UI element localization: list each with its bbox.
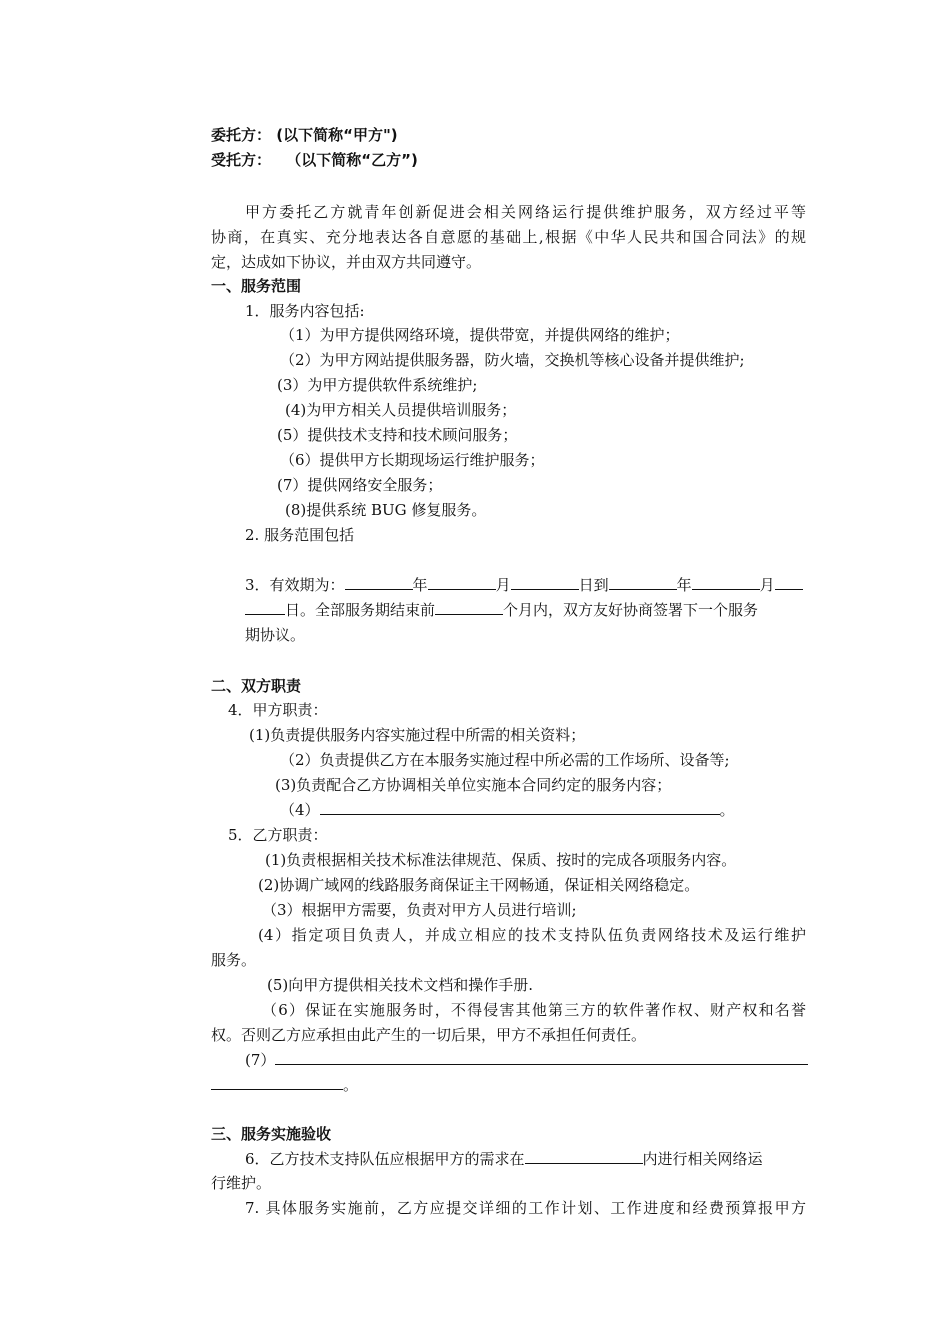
service-content-title: 1．服务内容包括: — [245, 302, 365, 320]
year-label: 年 — [676, 576, 692, 594]
blank-field — [245, 599, 285, 615]
party-b-item-7-end: 。 — [343, 1076, 359, 1094]
party-b-item: (2)协调广域网的线路服务商保证主干网畅通，保证相关网络稳定。 — [258, 876, 700, 894]
blank-field — [211, 1074, 343, 1090]
blank-field — [345, 574, 413, 590]
service-item: （6）提供甲方长期现场运行维护服务； — [280, 451, 545, 469]
party-b-item-7-cont — [211, 1073, 358, 1098]
item6-b: 内进行相关网络运 — [642, 1150, 763, 1168]
service-item: (3）为甲方提供软件系统维护; — [277, 376, 478, 394]
service-item: (4)为甲方相关人员提供培训服务； — [285, 401, 517, 419]
day-to-label: 日到 — [578, 576, 609, 594]
service-item: (8)提供系统 BUG 修复服务。 — [285, 501, 487, 519]
client-note: (以下简称“甲方") — [276, 126, 398, 144]
blank-field — [320, 799, 720, 815]
party-a-title: 4．甲方职责： — [228, 701, 328, 719]
party-b-item: (4）指定项目负责人，并成立相应的技术支持队伍负责网络技术及运行维护 — [258, 926, 806, 944]
blank-field — [275, 1049, 808, 1065]
party-a-item: (3)负责配合乙方协调相关单位实施本合同约定的服务内容； — [275, 776, 672, 794]
contractor-label: 受托方： — [211, 151, 272, 169]
item6-line-2: 行维护。 — [211, 1174, 272, 1192]
client-label: 委托方： — [211, 126, 272, 144]
day-end-label: 日。全部服务期结束前 — [285, 601, 436, 619]
item6-a: 6．乙方技术支持队伍应根据甲方的需求在 — [245, 1150, 525, 1168]
validity-line-3: 期协议。 — [245, 626, 306, 644]
intro-line-3: 定，达成如下协议，并由双方共同遵守。 — [211, 253, 482, 271]
month-label: 月 — [759, 576, 775, 594]
blank-field — [525, 1148, 643, 1164]
party-b-item-cont: 服务。 — [211, 951, 257, 969]
party-a-item-4 — [280, 798, 735, 823]
intro-line-2: 协商，在真实、充分地表达各自意愿的基础上,根据《中华人民共和国合同法》的规 — [211, 228, 806, 246]
blank-field — [428, 574, 496, 590]
party-b-item: (1)负责根据相关技术标准法律规范、保质、按时的完成各项服务内容。 — [265, 851, 737, 869]
party-b-item-cont: 权。否则乙方应承担由此产生的一切后果，甲方不承担任何责任。 — [211, 1026, 647, 1044]
month-label: 月 — [495, 576, 511, 594]
party-b-item-7-label: (7） — [245, 1051, 276, 1069]
party-b-title: 5．乙方职责： — [228, 826, 328, 844]
section1-heading: 一、服务范围 — [211, 277, 302, 295]
party-a-item: (1)负责提供服务内容实施过程中所需的相关资料； — [249, 726, 586, 744]
intro-line-1: 甲方委托乙方就青年创新促进会相关网络运行提供维护服务，双方经过平等 — [245, 203, 806, 221]
party-a-item: （2）负责提供乙方在本服务实施过程中所必需的工作场所、设备等; — [280, 751, 730, 769]
party-b-item: （3）根据甲方需要，负责对甲方人员进行培训; — [262, 901, 577, 919]
party-b-item-7 — [245, 1048, 808, 1073]
contractor-line — [211, 148, 418, 173]
section3-heading: 三、服务实施验收 — [211, 1125, 332, 1143]
item6-line-1 — [245, 1147, 763, 1172]
blank-field — [609, 574, 677, 590]
service-item: （1）为甲方提供网络环境，提供带宽，并提供网络的维护； — [280, 326, 680, 344]
blank-field — [775, 574, 803, 590]
blank-field — [435, 599, 503, 615]
service-scope-title: 2. 服务范围包括 — [245, 526, 355, 544]
validity-line-1 — [245, 573, 803, 598]
item7-line: 7. 具体服务实施前，乙方应提交详细的工作计划、工作进度和经费预算报甲方 — [245, 1199, 806, 1217]
party-a-item-4-end: 。 — [719, 801, 735, 819]
party-b-item: (5)向甲方提供相关技术文档和操作手册. — [267, 976, 534, 994]
contractor-note: （以下简称“乙方”) — [286, 151, 418, 169]
blank-field — [692, 574, 760, 590]
validity-prefix: 3．有效期为： — [245, 576, 345, 594]
party-b-item: （6）保证在实施服务时，不得侵害其他第三方的软件著作权、财产权和名誉 — [262, 1001, 806, 1019]
year-label: 年 — [412, 576, 428, 594]
client-line — [211, 123, 398, 148]
blank-field — [511, 574, 579, 590]
months-note: 个月内，双方友好协商签署下一个服务 — [503, 601, 759, 619]
party-a-item-4-label: （4） — [280, 801, 320, 819]
section2-heading: 二、双方职责 — [211, 677, 302, 695]
service-item: (7）提供网络安全服务； — [277, 476, 443, 494]
validity-line-2 — [245, 598, 758, 623]
service-item: （2）为甲方网站提供服务器，防火墙，交换机等核心设备并提供维护; — [280, 351, 745, 369]
service-item: (5）提供技术支持和技术顾问服务； — [277, 426, 518, 444]
